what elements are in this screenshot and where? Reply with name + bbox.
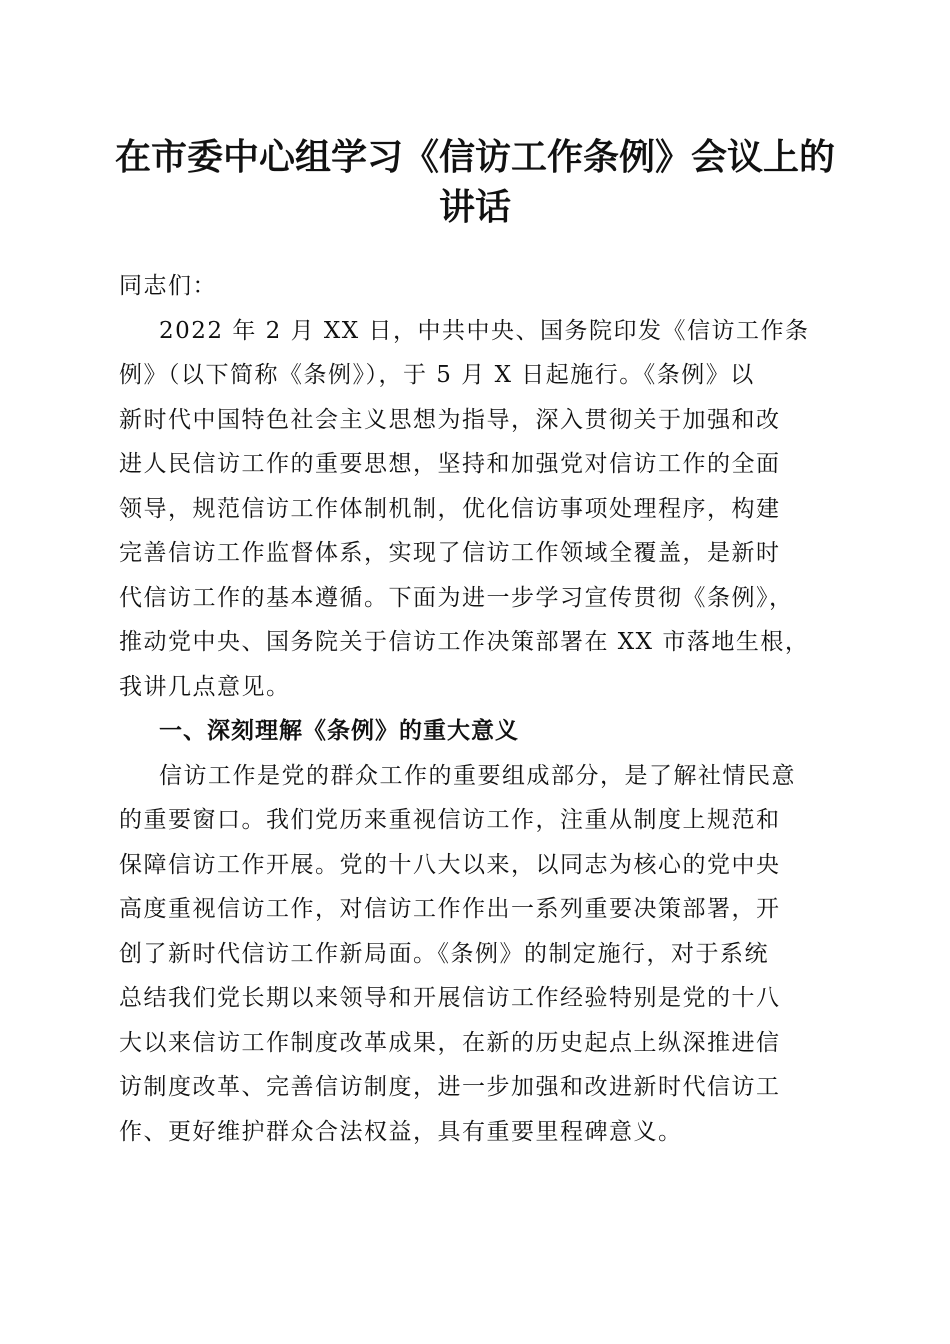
paragraph-line: 领导，规范信访工作体制机制，优化信访事项处理程序，构建 xyxy=(119,495,781,522)
paragraph-line: 推动党中央、国务院关于信访工作决策部署在 XX 市落地生根， xyxy=(119,629,810,655)
paragraph-line: 的重要窗口。我们党历来重视信访工作，注重从制度上规范和 xyxy=(119,807,781,833)
paragraph-line: 2022 年 2 月 XX 日，中共中央、国务院印发《信访工作条 xyxy=(159,317,810,344)
paragraph-line: 保障信访工作开展。党的十八大以来，以同志为核心的党中央 xyxy=(119,851,781,878)
paragraph-line: 访制度改革、完善信访制度，进一步加强和改进新时代信访工 xyxy=(119,1074,781,1100)
paragraph-line: 新时代中国特色社会主义思想为指导，深入贯彻关于加强和改 xyxy=(119,406,781,433)
paragraph-line: 代信访工作的基本遵循。下面为进一步学习宣传贯彻《条例》， xyxy=(119,584,794,611)
paragraph-line: 例》（以下简称《条例》），于 5 月 X 日起施行。《条例》以 xyxy=(119,362,755,388)
document-body xyxy=(119,264,831,1154)
salutation: 同志们： xyxy=(119,273,217,299)
title-line-1: 在市委中心组学习《信访工作条例》会议上的 xyxy=(114,136,835,178)
section-heading: 一、深刻理解《条例》的重大意义 xyxy=(159,718,519,744)
paragraph-line: 作、更好维护群众合法权益，具有重要里程碑意义。 xyxy=(119,1118,683,1145)
title-line-2: 讲话 xyxy=(438,186,511,228)
paragraph-1 xyxy=(119,309,831,710)
paragraph-line: 完善信访工作监督体系，实现了信访工作领域全覆盖，是新时 xyxy=(119,540,781,566)
paragraph-line: 进人民信访工作的重要思想，坚持和加强党对信访工作的全面 xyxy=(119,451,781,477)
paragraph-line: 大以来信访工作制度改革成果，在新的历史起点上纵深推进信 xyxy=(119,1029,781,1056)
paragraph-line: 创了新时代信访工作新局面。《条例》的制定施行，对于系统 xyxy=(119,940,769,967)
paragraph-2 xyxy=(119,754,831,1155)
document-title xyxy=(110,132,840,232)
paragraph-line: 总结我们党长期以来领导和开展信访工作经验特别是党的十八 xyxy=(119,985,781,1011)
paragraph-line: 高度重视信访工作，对信访工作作出一系列重要决策部署，开 xyxy=(119,896,781,922)
paragraph-line: 信访工作是党的群众工作的重要组成部分，是了解社情民意 xyxy=(159,762,796,789)
paragraph-line: 我讲几点意见。 xyxy=(119,673,291,700)
